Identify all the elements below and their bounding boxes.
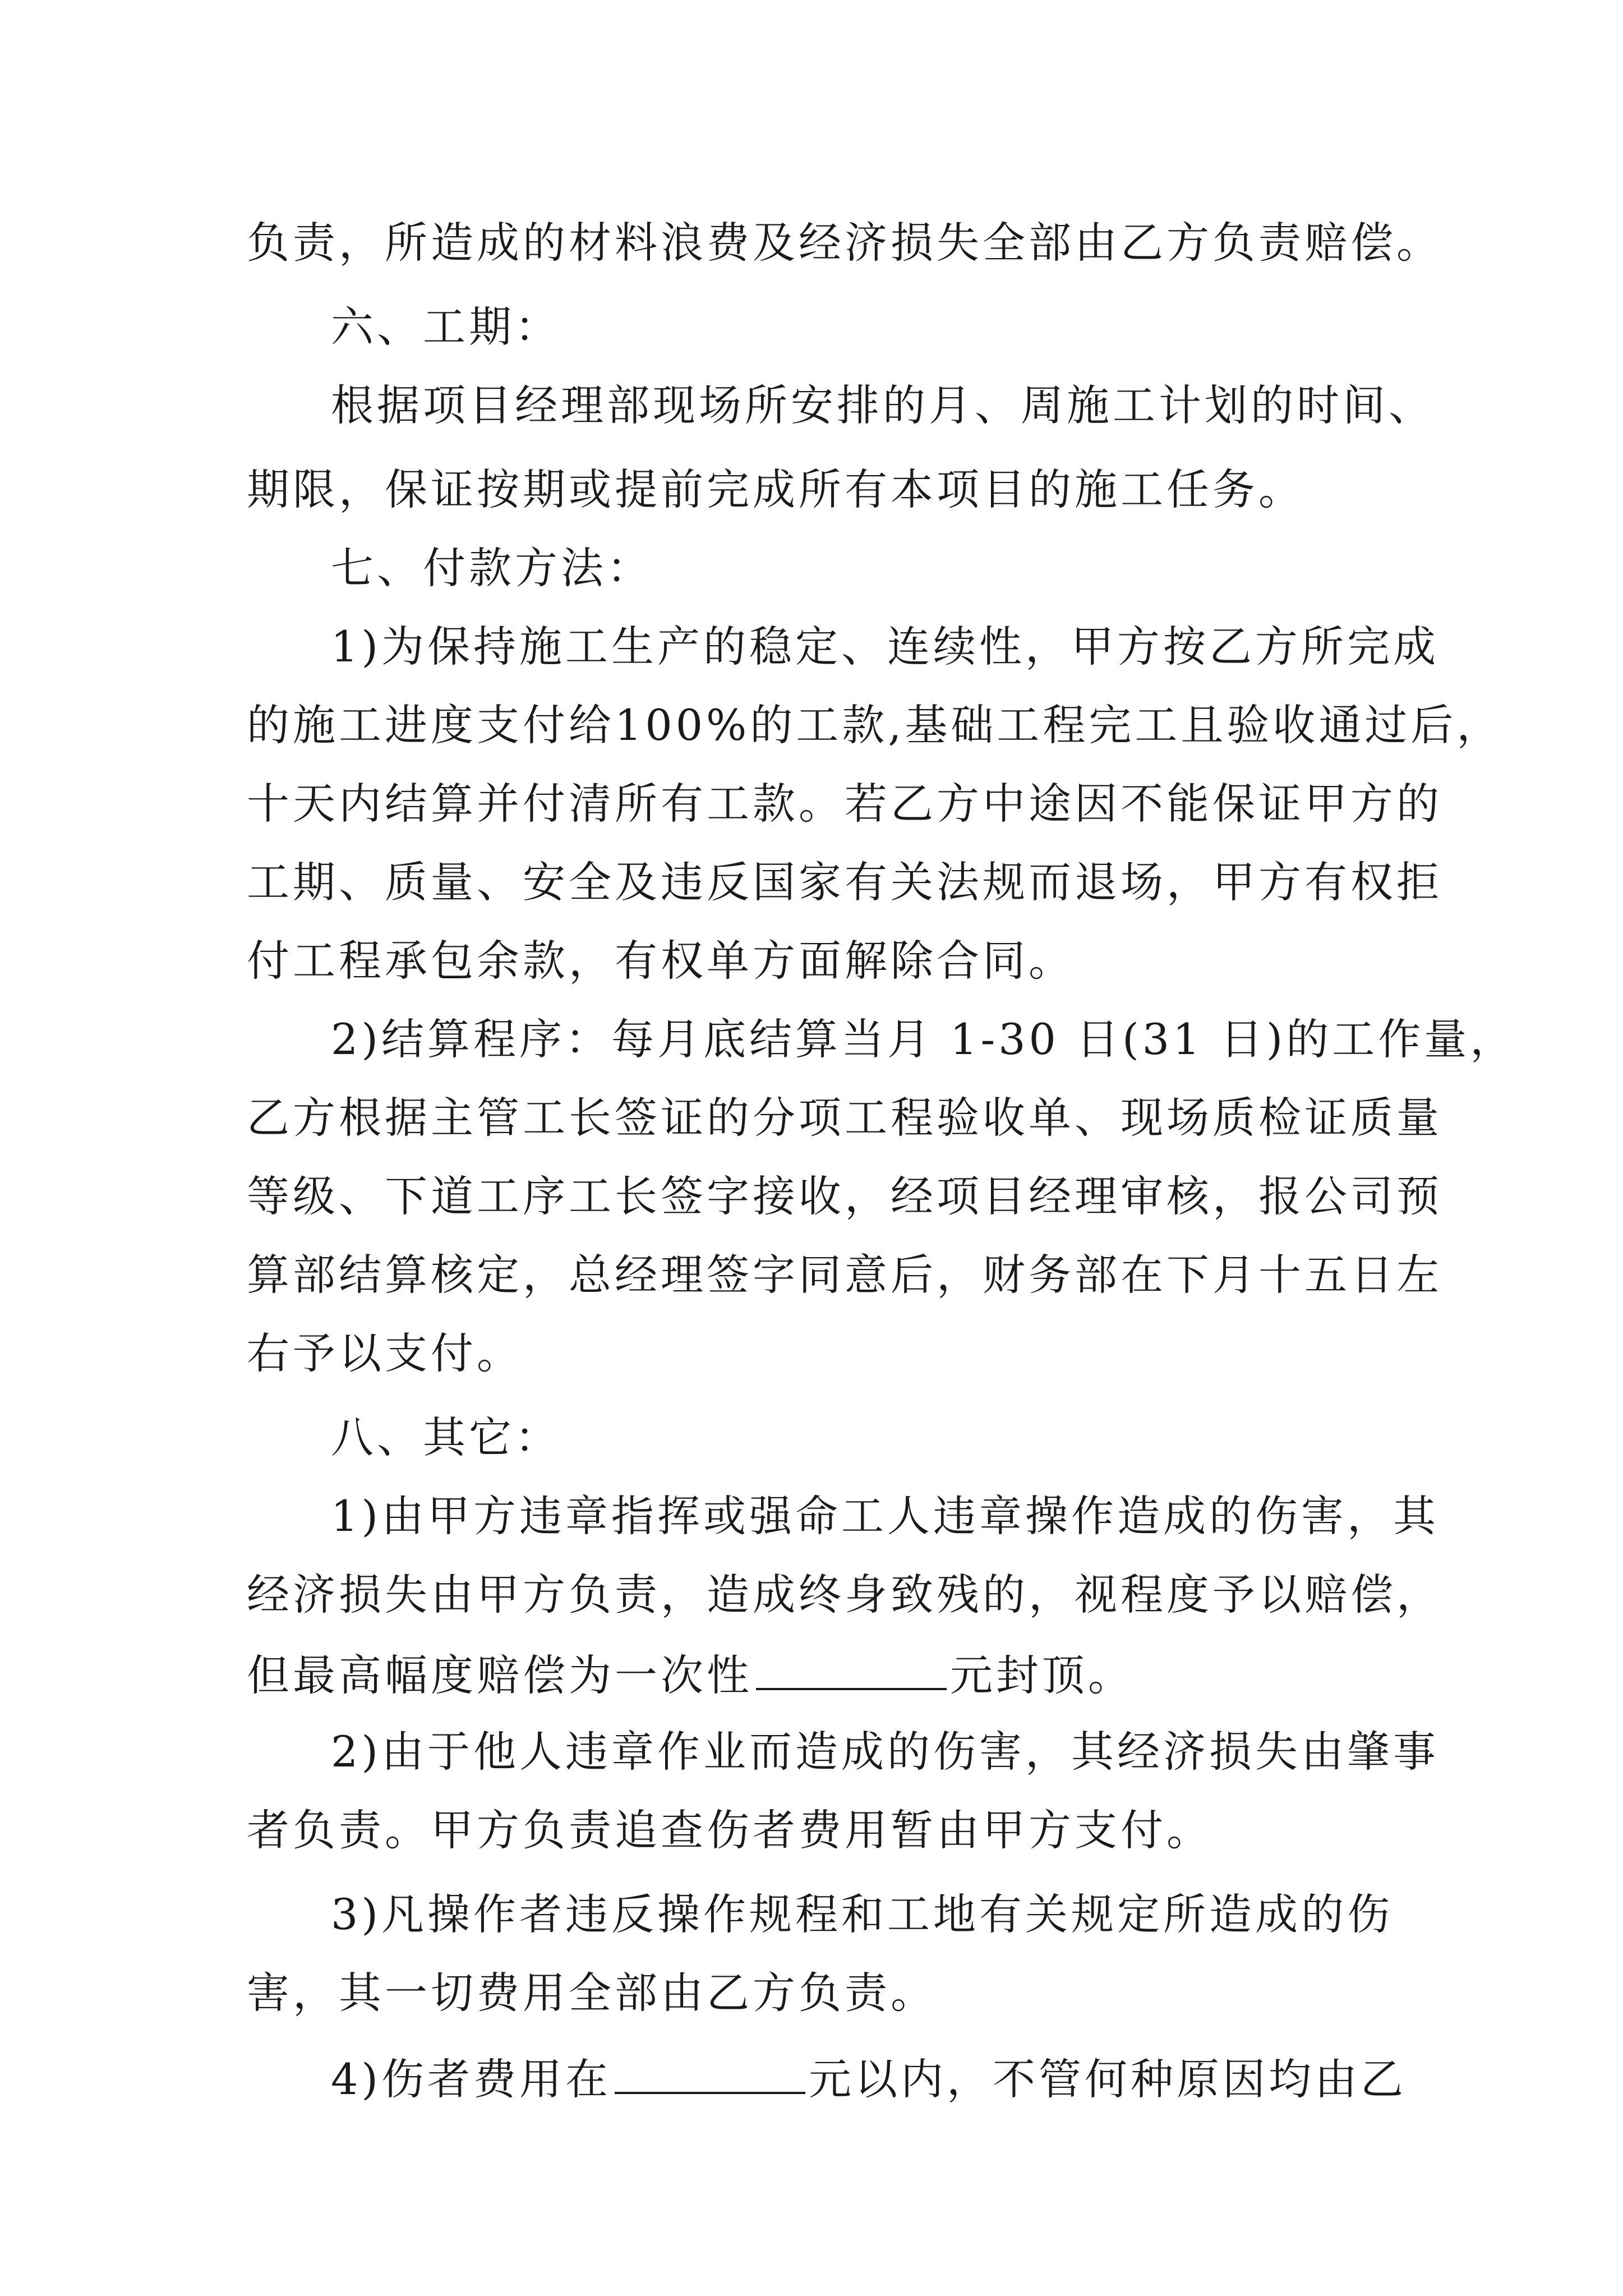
section-heading: 六、工期： <box>331 302 561 352</box>
text-line: 乙方根据主管工长签证的分项工程验收单、现场质检证质量 <box>247 1093 1442 1143</box>
section-heading: 八、其它： <box>331 1412 561 1462</box>
text-line: 1)由甲方违章指挥或强命工人违章操作造成的伤害，其 <box>331 1491 1440 1541</box>
text-line: 3)凡操作者违反操作规程和工地有关规定所造成的伤 <box>331 1889 1394 1939</box>
text-line: 期限，保证按期或提前完成所有本项目的施工任务。 <box>247 464 1304 514</box>
fill-in-blank <box>756 1645 947 1690</box>
text-line: 根据项目经理部现场所安排的月、周施工计划的时间、 <box>331 380 1435 430</box>
text-line: 十天内结算并付清所有工款。若乙方中途因不能保证甲方的 <box>247 779 1442 829</box>
text-line: 2)结算程序：每月底结算当月 1-30 日(31 日)的工作量， <box>331 1014 1516 1064</box>
text-line: 算部结算核定，总经理签字同意后，财务部在下月十五日左 <box>247 1250 1442 1300</box>
text-segment: 元以内，不管何种原因均由乙 <box>809 2054 1407 2104</box>
text-segment: 但最高幅度赔偿为一次性 <box>247 1650 753 1700</box>
text-line: 2)由于他人违章作业而造成的伤害，其经济损失由肇事 <box>331 1727 1440 1777</box>
text-segment: 4)伤者费用在 <box>331 2054 612 2104</box>
text-line: 者负责。甲方负责追查伤者费用暂由甲方支付。 <box>247 1805 1212 1855</box>
text-line: 负责，所造成的材料浪费及经济损失全部由乙方负责赔偿。 <box>247 218 1442 268</box>
text-line: 右予以支付。 <box>247 1328 523 1378</box>
text-line: 害，其一切费用全部由乙方负责。 <box>247 1968 937 2018</box>
text-segment: 元封顶。 <box>950 1650 1134 1700</box>
text-line: 的施工进度支付给100%的工款,基础工程完工且验收通过后， <box>247 700 1503 750</box>
text-line: 经济损失由甲方负责，造成终身致残的，视程度予以赔偿， <box>247 1570 1442 1619</box>
text-line-with-blank <box>247 1645 1134 1704</box>
fill-in-blank <box>615 2049 805 2094</box>
text-line: 付工程承包余款，有权单方面解除合同。 <box>247 936 1075 986</box>
text-line: 等级、下道工序工长签字接收，经项目经理审核，报公司预 <box>247 1171 1442 1221</box>
text-line: 1)为保持施工生产的稳定、连续性，甲方按乙方所完成 <box>331 622 1440 671</box>
text-line: 工期、质量、安全及违反国家有关法规而退场，甲方有权拒 <box>247 857 1442 907</box>
text-line-with-blank <box>331 2049 1407 2108</box>
section-heading: 七、付款方法： <box>331 543 653 593</box>
